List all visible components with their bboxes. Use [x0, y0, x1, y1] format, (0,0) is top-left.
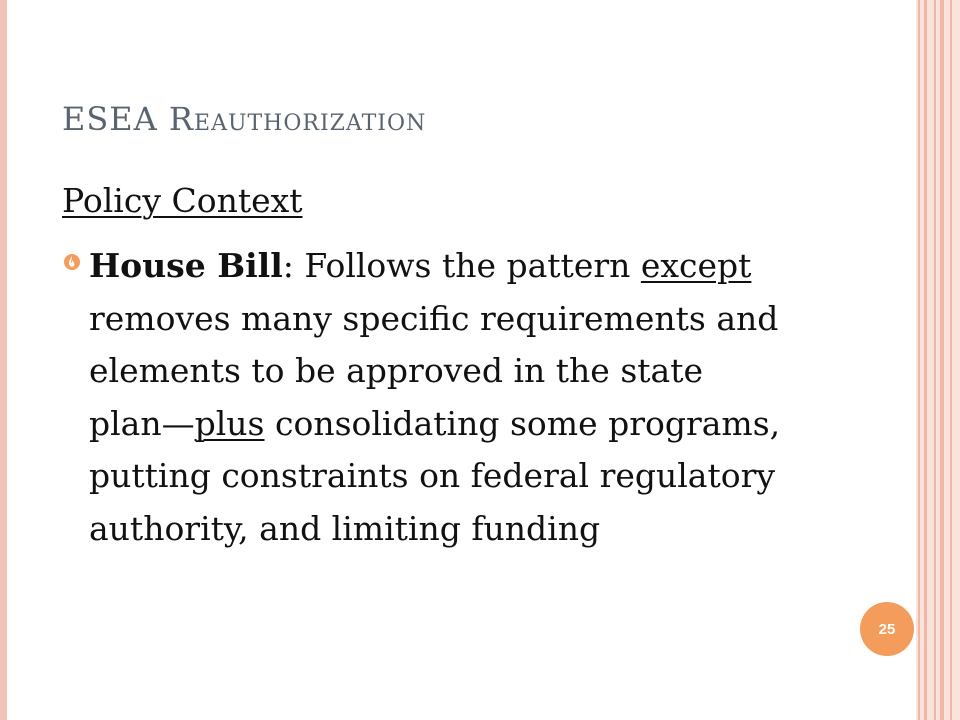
bullet-underlined-except: except — [640, 246, 752, 285]
page-number-badge: 25 — [860, 602, 914, 656]
slide-title — [62, 100, 426, 138]
slide-title-lead: ESEA R — [62, 100, 195, 138]
bullet-segment-2: removes many specific requirements and elements to be approved in the state plan— — [89, 298, 779, 443]
bullet-segment-3: consolidating some programs, putting constraints on federal regulatory authority, and limiting funding — [89, 403, 781, 548]
bullet-text — [89, 240, 782, 555]
slide-subtitle: Policy Context — [62, 181, 303, 220]
bullet-bold-label: House Bill — [89, 246, 283, 285]
left-border-decoration — [0, 0, 7, 720]
bullet-segment-1: Follows the pattern — [304, 246, 641, 285]
bullet-underlined-plus: plus — [194, 403, 265, 443]
flame-bullet-icon — [62, 252, 82, 272]
slide-title-rest: EAUTHORIZATION — [194, 111, 427, 136]
bullet-colon: : — [282, 246, 305, 285]
right-stripe-decoration — [916, 0, 960, 720]
bullet-item — [62, 240, 782, 555]
